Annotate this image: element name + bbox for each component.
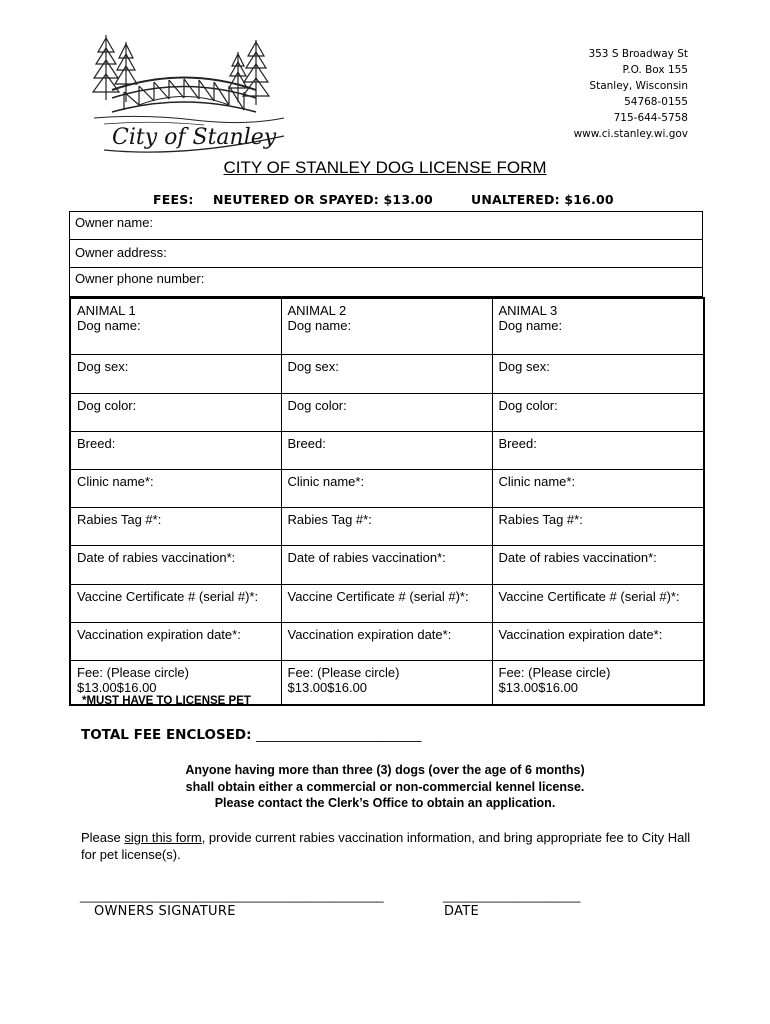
owner-phone-label: Owner phone number: (75, 271, 205, 286)
owner-name-field[interactable] (70, 212, 702, 240)
animal-1-vaccine-exp-cell[interactable] (70, 622, 281, 660)
rabies-tag-label: Rabies Tag #*: (498, 511, 583, 527)
dog-name-label: Dog name: (498, 318, 563, 333)
clinic-label: Clinic name*: (77, 473, 154, 489)
table-row (70, 584, 704, 622)
fee-option-13[interactable]: $13.00 (287, 679, 328, 695)
breed-label: Breed: (498, 435, 537, 451)
animal-2-vaccine-cert-cell[interactable] (281, 584, 492, 622)
sign-this-form-link[interactable]: sign this form (124, 830, 202, 845)
owner-address-field[interactable] (70, 240, 702, 268)
dog-color-label: Dog color: (498, 397, 558, 413)
animal-2-breed-cell[interactable] (281, 431, 492, 469)
address-zip: 54768-0155 (624, 96, 688, 108)
required-footnote: *MUST HAVE TO LICENSE PET (82, 695, 251, 707)
breed-label: Breed: (287, 435, 326, 451)
vaccine-exp-label: Vaccination expiration date*: (77, 626, 241, 642)
animal-2-fee-cell[interactable] (281, 660, 492, 705)
animal-3-header: ANIMAL 3 (498, 303, 558, 318)
fee-label: Fee: (Please circle) (77, 664, 189, 680)
animal-1-breed-cell[interactable] (70, 431, 281, 469)
dog-sex-label: Dog sex: (77, 358, 129, 374)
rabies-date-label: Date of rabies vaccination*: (77, 549, 236, 565)
total-fee-blank[interactable]: ______________________ (256, 727, 422, 742)
animal-3-sex-cell[interactable] (492, 354, 704, 393)
animal-1-vaccine-cert-cell[interactable] (70, 584, 281, 622)
clinic-label: Clinic name*: (287, 473, 365, 489)
total-fee-line (81, 727, 421, 743)
fee-options (77, 680, 227, 695)
table-row (70, 298, 704, 354)
address-po-box: P.O. Box 155 (622, 64, 688, 76)
fee-unaltered: UNALTERED: $16.00 (471, 192, 614, 207)
fee-option-13[interactable]: $13.00 (498, 679, 539, 695)
fee-label: Fee: (Please circle) (498, 664, 611, 680)
instructions-before: Please (81, 830, 125, 845)
form-title: CITY OF STANLEY DOG LICENSE FORM (223, 158, 547, 177)
fee-options (499, 680, 649, 695)
animal-3-breed-cell[interactable] (492, 431, 704, 469)
address-city: Stanley, Wisconsin (589, 80, 688, 92)
fee-label: Fee: (Please circle) (287, 664, 400, 680)
owner-name-label: Owner name: (75, 215, 154, 230)
animals-table (69, 297, 705, 706)
animal-2-clinic-cell[interactable] (281, 469, 492, 507)
dog-color-label: Dog color: (77, 397, 137, 413)
vaccine-exp-label: Vaccination expiration date*: (287, 626, 452, 642)
animal-2-vaccine-exp-cell[interactable] (281, 622, 492, 660)
fee-option-13[interactable]: $13.00 (77, 679, 117, 695)
animal-1-clinic-cell[interactable] (70, 469, 281, 507)
kennel-notice (0, 762, 770, 812)
animal-3-fee-cell[interactable] (492, 660, 704, 705)
rabies-tag-label: Rabies Tag #*: (287, 511, 372, 527)
notice-line-3: Please contact the Clerk’s Office to obtain an application. (214, 796, 556, 810)
rabies-date-label: Date of rabies vaccination*: (287, 549, 446, 565)
owner-phone-field[interactable] (70, 268, 702, 296)
animal-3-rabies-tag-cell[interactable] (492, 507, 704, 545)
table-row (70, 507, 704, 545)
fee-option-16[interactable]: $16.00 (327, 679, 368, 695)
owner-signature-line[interactable]: __________________________________________ (80, 888, 384, 903)
owner-info-box (69, 211, 703, 297)
animal-1-name-cell[interactable] (70, 298, 281, 354)
dog-name-label: Dog name: (287, 318, 352, 333)
address-street: 353 S Broadway St (588, 48, 688, 60)
date-label: DATE (444, 904, 480, 919)
dog-color-label: Dog color: (287, 397, 347, 413)
animal-1-rabies-date-cell[interactable] (70, 545, 281, 584)
clinic-label: Clinic name*: (498, 473, 576, 489)
city-address (468, 46, 688, 142)
vaccine-exp-label: Vaccination expiration date*: (498, 626, 663, 642)
dog-name-label: Dog name: (77, 318, 141, 333)
dog-sex-label: Dog sex: (498, 358, 550, 374)
instructions-after: , provide current rabies vaccination information, and bring appropriate fee to City Hall for pet license(s). (81, 830, 691, 862)
animal-1-sex-cell[interactable] (70, 354, 281, 393)
total-fee-label: TOTAL FEE ENCLOSED: (81, 727, 252, 743)
city-of-stanley-logo (84, 30, 294, 160)
date-line[interactable]: ___________________ (443, 888, 581, 903)
notice-line-2: shall obtain either a commercial or non-commercial kennel license. (185, 779, 585, 794)
animal-2-name-cell[interactable] (281, 298, 492, 354)
animal-3-clinic-cell[interactable] (492, 469, 704, 507)
table-row (70, 622, 704, 660)
owner-signature-label: OWNERS SIGNATURE (94, 904, 236, 919)
animal-1-rabies-tag-cell[interactable] (70, 507, 281, 545)
animal-3-name-cell[interactable] (492, 298, 704, 354)
instructions-paragraph (81, 829, 701, 863)
fee-option-16[interactable]: $16.00 (116, 679, 157, 695)
animal-2-color-cell[interactable] (281, 393, 492, 431)
animal-3-vaccine-cert-cell[interactable] (492, 584, 704, 622)
vaccine-cert-label: Vaccine Certificate # (serial #)*: (77, 588, 259, 604)
animal-3-vaccine-exp-cell[interactable] (492, 622, 704, 660)
animal-2-sex-cell[interactable] (281, 354, 492, 393)
animal-1-color-cell[interactable] (70, 393, 281, 431)
owner-address-label: Owner address: (75, 245, 167, 260)
breed-label: Breed: (77, 435, 116, 451)
table-row (70, 469, 704, 507)
address-website[interactable]: www.ci.stanley.wi.gov (573, 128, 688, 140)
animal-3-color-cell[interactable] (492, 393, 704, 431)
vaccine-cert-label: Vaccine Certificate # (serial #)*: (287, 588, 469, 604)
table-row (70, 393, 704, 431)
fee-options (288, 680, 438, 695)
animal-2-header: ANIMAL 2 (287, 303, 347, 318)
table-row (70, 545, 704, 584)
fees-label: FEES: (153, 192, 194, 207)
animal-2-rabies-date-cell[interactable] (281, 545, 492, 584)
animal-2-rabies-tag-cell[interactable] (281, 507, 492, 545)
fee-option-16[interactable]: $16.00 (538, 679, 579, 695)
animal-1-header: ANIMAL 1 (77, 303, 136, 318)
notice-line-1: Anyone having more than three (3) dogs (over the age of 6 months) (185, 763, 585, 777)
vaccine-cert-label: Vaccine Certificate # (serial #)*: (498, 588, 680, 604)
dog-sex-label: Dog sex: (287, 358, 339, 374)
address-phone: 715-644-5758 (613, 112, 688, 124)
rabies-tag-label: Rabies Tag #*: (77, 511, 162, 527)
logo-text: City of Stanley (112, 125, 277, 150)
table-row (70, 431, 704, 469)
animal-3-rabies-date-cell[interactable] (492, 545, 704, 584)
rabies-date-label: Date of rabies vaccination*: (498, 549, 657, 565)
table-row (70, 354, 704, 393)
fee-neutered: NEUTERED OR SPAYED: $13.00 (213, 192, 433, 207)
